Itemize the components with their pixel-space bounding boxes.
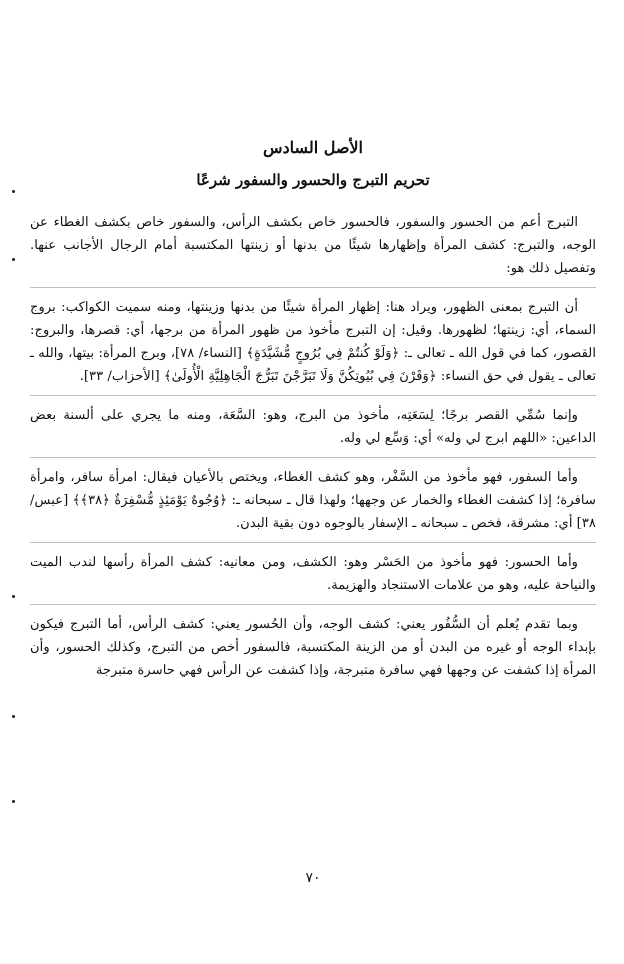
margin-mark — [12, 800, 15, 803]
page-number: ٧٠ — [305, 870, 321, 886]
paragraph-3: وإنما سُمِّي القصر برجًا؛ لِسَعَتِه، مأخوذ من البرج، وهو: السَّعَة، ومنه ما يجري على ألسنة بعض الداعين: «اللهم ابرج لي وله» أي: وَسِّع لي وله. — [30, 408, 596, 446]
paragraph-5: وأما الحسور: فهو مأخوذ من الحَسْر وهو: الكشف، ومن معانيه: كشف المرأة رأسها لندب الميت والنياحة عليه، وهو من علامات الاستنجاد والهزيمة. — [30, 555, 596, 593]
section-title: الأصل السادس — [263, 138, 363, 157]
paragraph-4: وأما السفور، فهو مأخوذ من السَّفْر، وهو كشف الغطاء، ويختص بالأعيان فيقال: امرأة سافر، وامرأة سافرة؛ إذا كشفت الغطاء والخمار عن وجهها؛ ولهذا قال ـ سبحانه ـ: ﴿وُجُوهٌ يَوْمَئِذٍ مُّسْفِرَةٌ ﴿٣٨﴾﴾ [عبس/ ٣٨] أي: مشرقة، فخص ـ سبحانه ـ الإسفار بالوجوه دون بقية البدن. — [30, 470, 596, 531]
paragraph-divider — [30, 395, 596, 396]
paragraph-divider — [30, 457, 596, 458]
paragraph-2: أن التبرج بمعنى الظهور، ويراد هنا: إظهار المرأة شيئًا من بدنها وزينتها، ومنه سميت الكواكب: بروج السماء، أي: زينتها؛ لظهورها. وقيل: إن التبرج مأخوذ من ظهور المرأة من برجها، أي: قصرها، والبروج: القصور، كما في قول الله ـ تعالى ـ: ﴿وَلَوْ كُنتُمْ فِي بُرُوجٍ مُّشَيَّدَةٍ﴾ [النساء/ ٧٨]، وبرج المرأة: بيتها، والله ـ تعالى ـ يقول في حق النساء: ﴿وَقَرْنَ فِي بُيُوتِكُنَّ وَلَا تَبَرَّجْنَ تَبَرُّجَ الْجَاهِلِيَّةِ الْأُولَىٰ﴾ [الأحزاب/ ٣٣]. — [30, 300, 596, 384]
section-subtitle: تحريم التبرج والحسور والسفور شرعًا — [196, 171, 430, 189]
margin-mark — [12, 715, 15, 718]
paragraph-1: التبرج أعم من الحسور والسفور، فالحسور خاص بكشف الرأس، والسفور خاص بكشف الغطاء عن الوجه، والتبرج: كشف المرأة وإظهارها شيئًا من بدنها أو زينتها المكتسبة أمام الرجال الأجانب عنها. وتفصيل ذلك هو: — [30, 215, 596, 276]
book-page — [30, 130, 596, 930]
paragraph-divider — [30, 604, 596, 605]
paragraph-divider — [30, 542, 596, 543]
paragraph-6: وبما تقدم يُعلم أن السُّفُور يعني: كشف الوجه، وأن الحُسور يعني: كشف الرأس، أما التبرج فيكون بإبداء الوجه أو غيره من البدن أو من الزينة المكتسبة، فالسفور أخص من التبرج، وكذلك الحسور، وأن المرأة إذا كشفت عن وجهها فهي سافرة متبرجة، وإذا كشفت عن الرأس فهي حاسرة متبرجة — [30, 617, 596, 678]
margin-mark — [12, 258, 15, 261]
margin-mark — [12, 595, 15, 598]
margin-mark — [12, 190, 15, 193]
paragraph-divider — [30, 287, 596, 288]
